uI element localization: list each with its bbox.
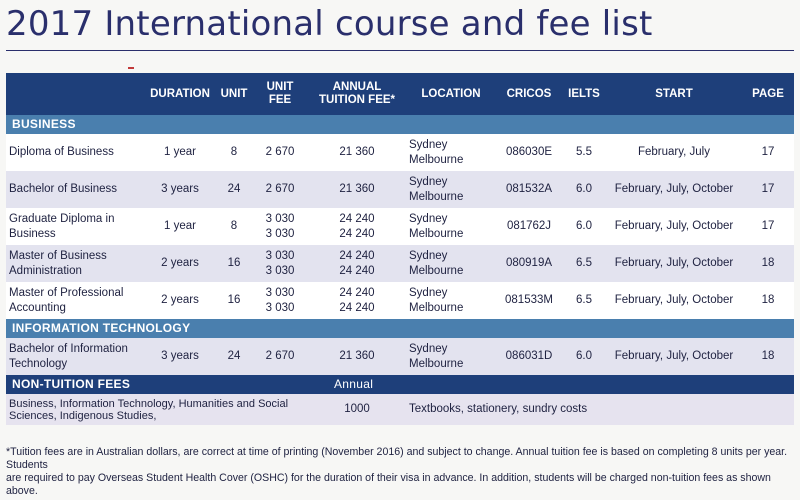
- location: Sydney Melbourne: [406, 208, 496, 245]
- units: 16: [216, 245, 252, 282]
- table-row: [6, 134, 794, 171]
- header-annual-line2: TUITION FEE*: [318, 94, 396, 106]
- title-divider: [6, 50, 794, 51]
- units: 16: [216, 282, 252, 319]
- start-dates: February, July, October: [606, 245, 742, 282]
- table-header-row: [6, 73, 794, 115]
- page-title: 2017 International course and fee list: [6, 4, 653, 44]
- page-ref: 18: [742, 282, 794, 319]
- cricos-code: 080919A: [496, 245, 562, 282]
- cricos-code: 081533M: [496, 282, 562, 319]
- course-name: Master of Professional Accounting: [6, 282, 144, 319]
- units: 24: [216, 171, 252, 208]
- location: Sydney Melbourne: [406, 171, 496, 208]
- header-unit: UNIT: [216, 73, 252, 115]
- header-course: [6, 73, 144, 115]
- duration: 1 year: [144, 208, 216, 245]
- start-dates: February, July: [606, 134, 742, 171]
- location: Sydney Melbourne: [406, 338, 496, 375]
- duration: 2 years: [144, 245, 216, 282]
- header-ielts: IELTS: [562, 73, 606, 115]
- footnote-line-1: *Tuition fees are in Australian dollars, are correct at time of printing (November 2016) and subject to change. Annual tuition fee is based on completing 8 units per year. Students: [6, 446, 788, 471]
- red-mark: [128, 67, 134, 69]
- course-fee-table: [6, 73, 794, 425]
- annual-fee: 21 360: [308, 171, 406, 208]
- table-row: [6, 282, 794, 319]
- header-start: START: [606, 73, 742, 115]
- unit-fee: 2 670: [252, 171, 308, 208]
- ielts-score: 6.5: [562, 282, 606, 319]
- header-unit-fee-line1: UNIT: [266, 81, 294, 93]
- unit-fee: 2 670: [252, 134, 308, 171]
- section-business: [6, 115, 794, 134]
- course-name: Diploma of Business: [6, 134, 144, 171]
- ielts-score: 6.5: [562, 245, 606, 282]
- start-dates: February, July, October: [606, 208, 742, 245]
- non-tuition-amount: 1000: [308, 394, 406, 425]
- ielts-score: 6.0: [562, 338, 606, 375]
- unit-fee: 3 030 3 030: [252, 208, 308, 245]
- annual-fee: 24 240 24 240: [308, 208, 406, 245]
- table-row: [6, 208, 794, 245]
- unit-fee: 3 030 3 030: [252, 282, 308, 319]
- page-ref: 17: [742, 134, 794, 171]
- page-ref: 17: [742, 208, 794, 245]
- annual-fee: 21 360: [308, 134, 406, 171]
- header-unit-fee: [252, 73, 308, 115]
- cricos-code: 086030E: [496, 134, 562, 171]
- course-name: Bachelor of Information Technology: [6, 338, 144, 375]
- header-unit-fee-line2: FEE: [268, 94, 292, 106]
- start-dates: February, July, October: [606, 282, 742, 319]
- section-title: NON-TUITION FEES: [6, 375, 308, 394]
- footnote-line-2: are required to pay Overseas Student Health Cover (OSHC) for the duration of their visa in advance. In addition, students will be charged non-tuition fees as shown above.: [6, 472, 771, 497]
- non-tuition-description: Business, Information Technology, Humanities and Social Sciences, Indigenous Studies,: [6, 394, 308, 425]
- header-cricos: CRICOS: [496, 73, 562, 115]
- duration: 2 years: [144, 282, 216, 319]
- duration: 1 year: [144, 134, 216, 171]
- start-dates: February, July, October: [606, 338, 742, 375]
- location: Sydney Melbourne: [406, 134, 496, 171]
- table-row: [6, 338, 794, 375]
- location: Sydney Melbourne: [406, 245, 496, 282]
- header-annual-fee: [308, 73, 406, 115]
- ielts-score: 6.0: [562, 171, 606, 208]
- annual-fee: 24 240 24 240: [308, 282, 406, 319]
- section-title: INFORMATION TECHNOLOGY: [6, 319, 794, 338]
- page-ref: 18: [742, 338, 794, 375]
- unit-fee: 3 030 3 030: [252, 245, 308, 282]
- page-ref: 18: [742, 245, 794, 282]
- start-dates: February, July, October: [606, 171, 742, 208]
- header-page: PAGE: [742, 73, 794, 115]
- units: 24: [216, 338, 252, 375]
- section-information-technology: [6, 319, 794, 338]
- cricos-code: 081762J: [496, 208, 562, 245]
- annual-fee: 21 360: [308, 338, 406, 375]
- annual-fee: 24 240 24 240: [308, 245, 406, 282]
- section-non-tuition-fees: [6, 375, 794, 394]
- duration: 3 years: [144, 171, 216, 208]
- header-annual-line1: ANNUAL: [332, 81, 382, 93]
- non-tuition-items: Textbooks, stationery, sundry costs: [406, 394, 794, 425]
- unit-fee: 2 670: [252, 338, 308, 375]
- section-title: BUSINESS: [6, 115, 794, 134]
- location: Sydney Melbourne: [406, 282, 496, 319]
- ielts-score: 6.0: [562, 208, 606, 245]
- units: 8: [216, 134, 252, 171]
- annual-label: Annual: [308, 375, 794, 394]
- ielts-score: 5.5: [562, 134, 606, 171]
- table-row: [6, 171, 794, 208]
- footnote: [6, 446, 794, 498]
- course-name: Graduate Diploma in Business: [6, 208, 144, 245]
- page-ref: 17: [742, 171, 794, 208]
- course-name: Master of Business Administration: [6, 245, 144, 282]
- duration: 3 years: [144, 338, 216, 375]
- header-duration: DURATION: [144, 73, 216, 115]
- header-location: LOCATION: [406, 73, 496, 115]
- course-name: Bachelor of Business: [6, 171, 144, 208]
- units: 8: [216, 208, 252, 245]
- table-row: [6, 245, 794, 282]
- cricos-code: 081532A: [496, 171, 562, 208]
- cricos-code: 086031D: [496, 338, 562, 375]
- non-tuition-row: [6, 394, 794, 425]
